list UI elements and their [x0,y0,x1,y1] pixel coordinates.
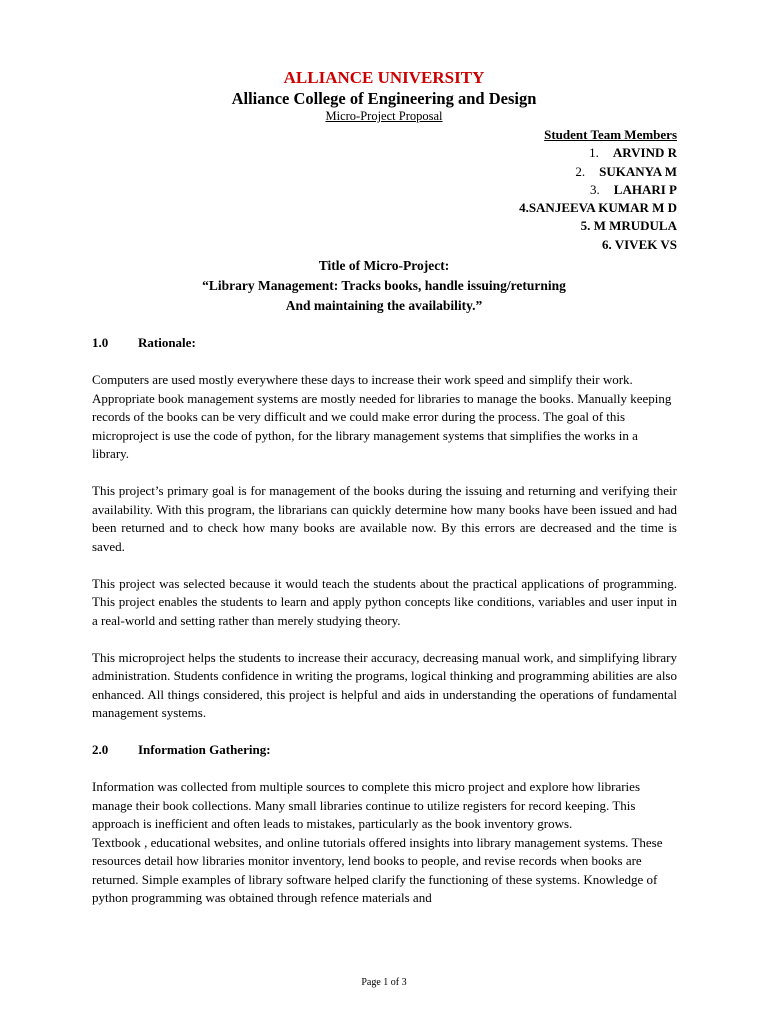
paragraph: Information was collected from multiple sources to complete this micro project and explore how libraries manage their book collections. Many small libraries continue to utilize registers for record keeping. This approach is inefficient and often leads to mistakes, particularly as the book inventory grows. [92,779,640,831]
section-heading-information [92,741,677,760]
member-number: 2. [575,163,586,179]
paragraph: This project’s primary goal is for management of the books during the issuing and returning and verifying their availability. With this program, the librarians can quickly determine how many books have been issued and had been returned and to check how many books are available now. By this errors are decreased and the time is saved. [92,483,677,554]
university-name: ALLIANCE UNIVERSITY [283,68,485,87]
project-title-label: Title of Micro-Project: [318,258,450,273]
team-member [377,163,677,181]
member-name: 5. M MRUDULA [580,218,677,234]
proposal-label: Micro-Project Proposal [325,109,443,123]
member-name: 6. VIVEK VS [601,236,677,252]
college-name: Alliance College of Engineering and Design [231,89,537,108]
member-name: SUKANYA M [599,163,677,179]
paragraph: This microproject helps the students to increase their accuracy, decreasing manual work, and simplifying library administration. Students confidence in writing the programs, logical thinking and programming abilities are also enhanced. All things considered, this project is helpful and aids in understanding the operations of fundamental management systems. [92,649,677,720]
project-title-line: “Library Management: Tracks books, handle issuing/returning [202,278,566,293]
team-member [377,217,677,235]
section-number: 2.0 [92,742,109,757]
team-member [377,144,677,162]
team-member [377,199,677,217]
paragraph: Textbook , educational websites, and online tutorials offered insights into library management systems. These resources detail how libraries monitor inventory, lend books to people, and revise records when books are returned. Simple examples of library software helped clarify the functioning of these systems. Knowledge of python programming was obtained through refence materials and [92,834,663,905]
document-body [92,334,677,908]
member-name: ARVIND R [612,145,677,161]
project-title-block [0,256,768,316]
project-title-line: And maintaining the availability.” [285,298,483,313]
member-name: LAHARI P [613,181,677,197]
team-member [377,236,677,254]
section-title: Rationale: [138,335,196,350]
section-title: Information Gathering: [138,742,271,757]
team-heading: Student Team Members [544,127,677,142]
team-members-block [377,126,677,254]
team-member [377,181,677,199]
paragraph: Computers are used mostly everywhere these days to increase their work speed and simplify their work. Appropriate book management systems are mostly needed for libraries to manage the books. Manually keeping records of the books can be very difficult and we could make error during the process. The goal of this microproject is use the code of python, for the library management systems that simplifies the works in a library. [92,372,672,461]
member-number: 1. [589,145,599,161]
paragraph: This project was selected because it would teach the students about the practical applications of programming. This project enables the students to learn and apply python concepts like conditions, variables and user input in a real-world and setting rather than merely studying theory. [92,575,677,628]
section-heading-rationale [92,334,677,353]
member-number: 3. [590,181,600,197]
page-number: Page 1 of 3 [361,977,407,988]
section-number: 1.0 [92,335,109,350]
member-name: 4.SANJEEVA KUMAR M D [519,200,677,216]
